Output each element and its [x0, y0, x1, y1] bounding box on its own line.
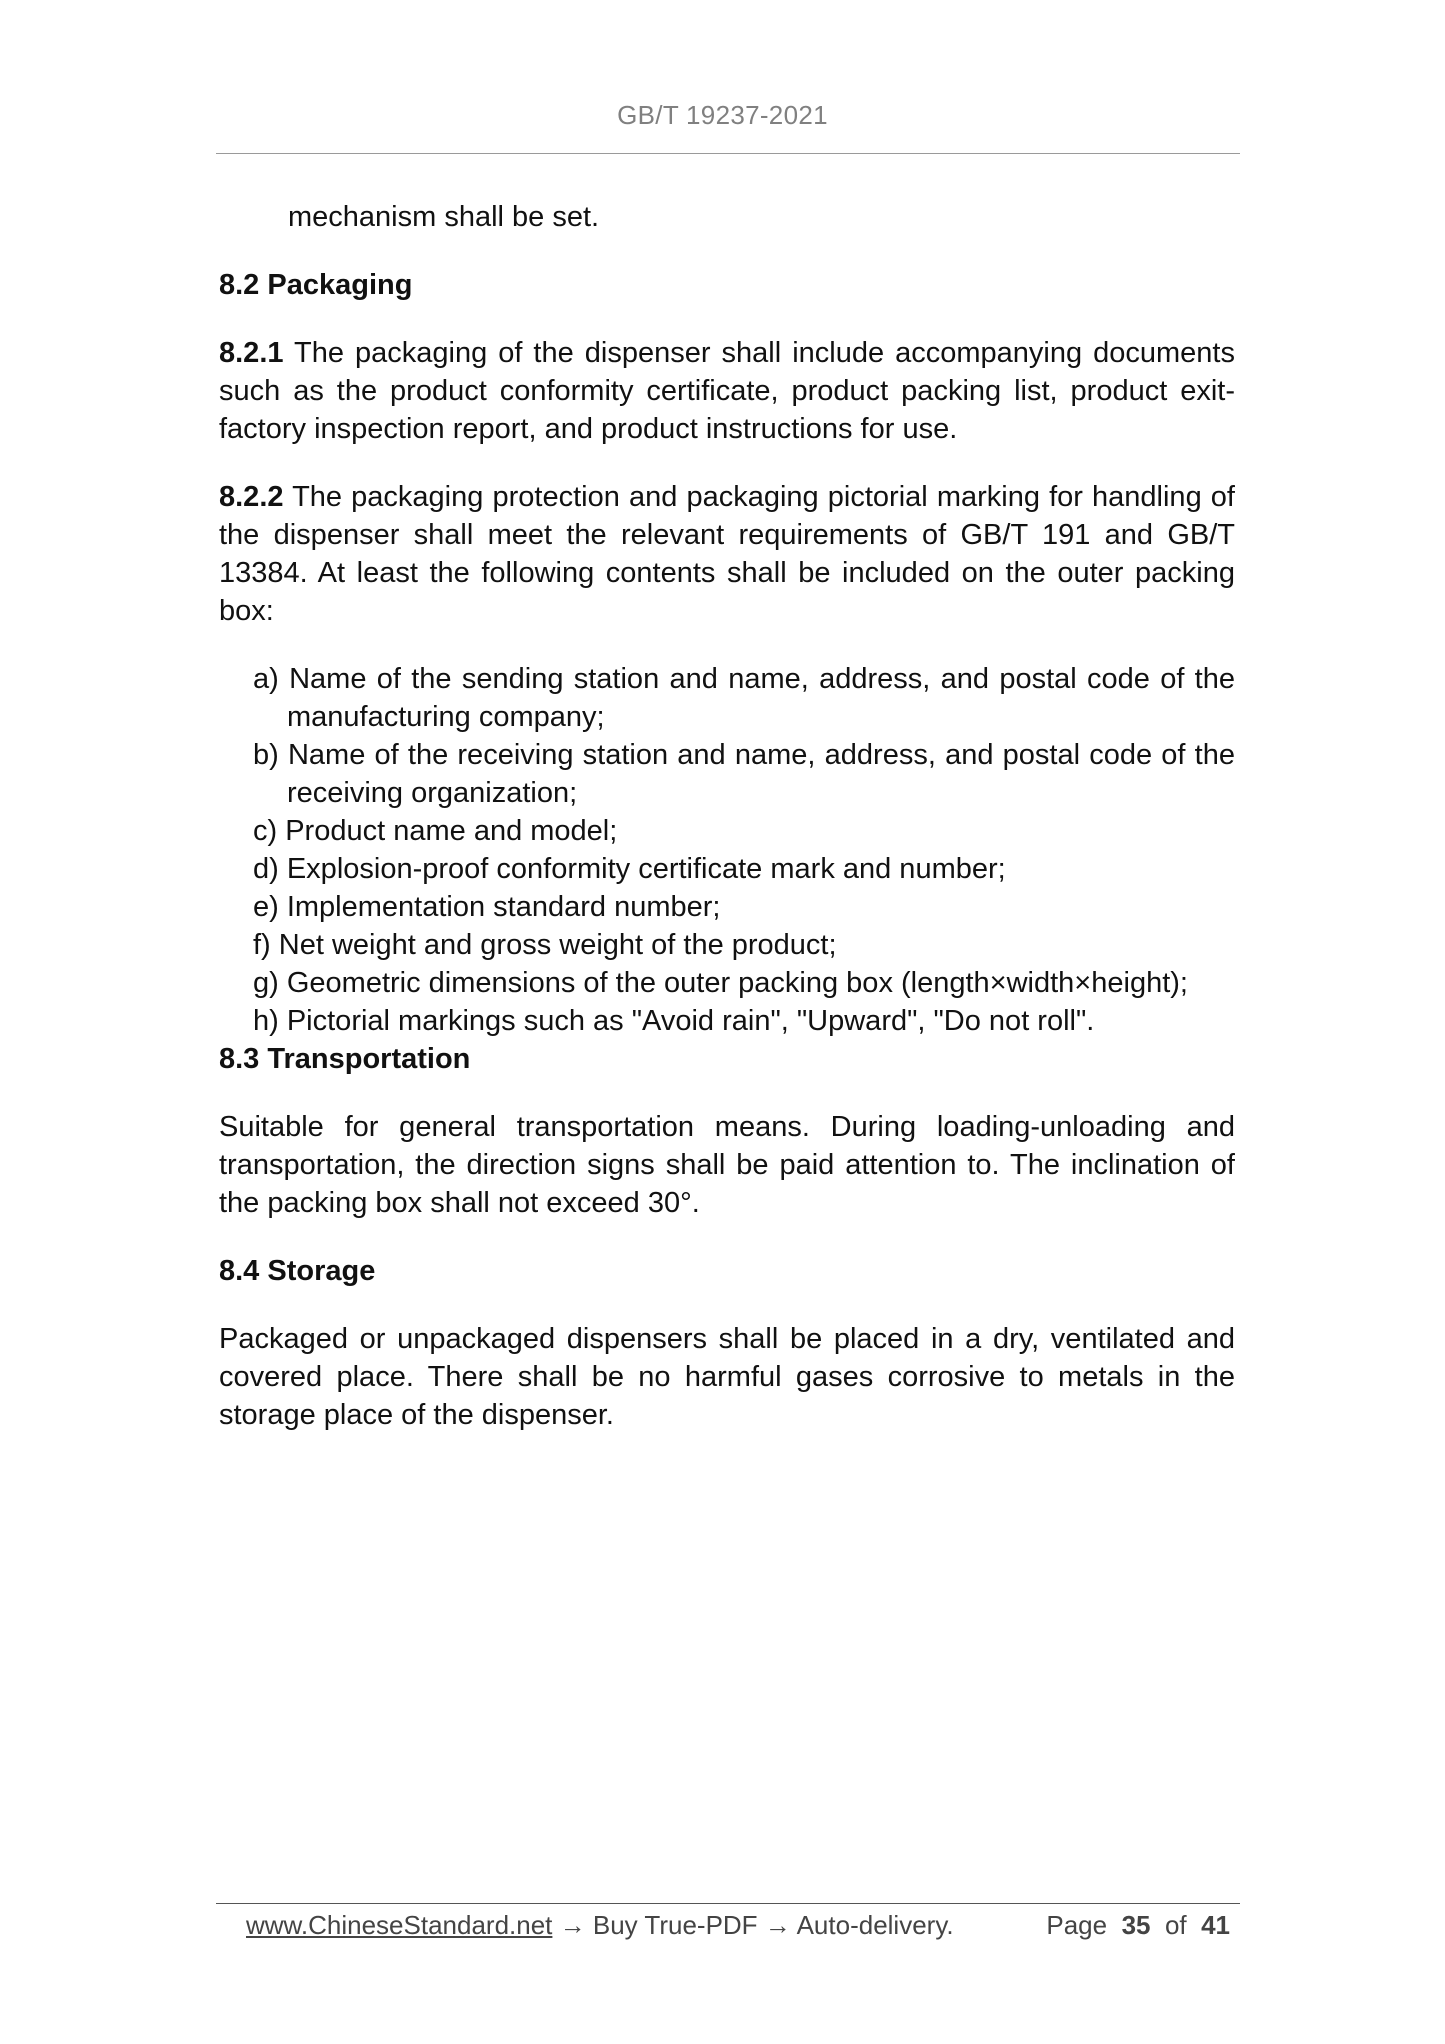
delivery-text: Auto-delivery. [796, 1910, 954, 1940]
list-item: b) Name of the receiving station and name, address, and postal code of the receiving organization; [253, 739, 1235, 809]
marking-list [219, 660, 1235, 1040]
of-label: of [1164, 1910, 1187, 1940]
list-item: f) Net weight and gross weight of the product; [253, 929, 837, 961]
continuation-text: mechanism shall be set. [288, 201, 600, 233]
clause-number: 8.2.1 [219, 337, 284, 369]
page-indicator [1046, 1905, 1230, 1945]
page-label: Page [1046, 1910, 1108, 1940]
list-item: c) Product name and model; [253, 815, 618, 847]
list-item: e) Implementation standard number; [253, 891, 721, 923]
buy-text: Buy True-PDF [592, 1910, 758, 1940]
list-item: a) Name of the sending station and name, address, and postal code of the manufacturing company; [253, 663, 1235, 733]
section-heading-8-3: 8.3 Transportation [219, 1043, 471, 1075]
storage-text: Packaged or unpackaged dispensers shall be placed in a dry, ventilated and covered place. There shall be no harmful gases corrosive to metals in the storage place of the dispenser. [219, 1323, 1235, 1431]
clause-8-2-2 [219, 478, 1235, 630]
arrow-icon: → [552, 1910, 593, 1940]
footer-promo [246, 1905, 954, 1945]
total-pages: 41 [1201, 1910, 1230, 1940]
arrow-icon: → [757, 1910, 797, 1940]
list-item: g) Geometric dimensions of the outer packing box (length×width×height); [253, 967, 1188, 999]
clause-8-2-1 [219, 334, 1235, 448]
header-divider [216, 153, 1240, 154]
footer-divider [216, 1903, 1240, 1904]
page-footer [246, 1905, 1236, 1945]
clause-text: The packaging of the dispenser shall include accompanying documents such as the product conformity certificate, product packing list, product exit-factory inspection report, and product instructions for use. [219, 337, 1235, 445]
transportation-text: Suitable for general transportation means. During loading-unloading and transportation, the direction signs shall be paid attention to. The inclination of the packing box shall not exceed 30°. [219, 1111, 1235, 1219]
current-page-number: 35 [1121, 1910, 1151, 1940]
section-heading-8-2: 8.2 Packaging [219, 269, 413, 301]
list-item: h) Pictorial markings such as "Avoid rain", "Upward", "Do not roll". [253, 1005, 1095, 1037]
website-link[interactable]: www.ChineseStandard.net [246, 1910, 553, 1940]
list-item: d) Explosion-proof conformity certificate mark and number; [253, 853, 1006, 885]
section-heading-8-4: 8.4 Storage [219, 1255, 376, 1287]
page-content [219, 198, 1235, 1464]
clause-number: 8.2.2 [219, 481, 284, 513]
clause-text: The packaging protection and packaging pictorial marking for handling of the dispenser shall meet the relevant requirements of GB/T 191 and GB/T 13384. At least the following contents shall be included on the outer packing box: [219, 481, 1235, 627]
document-header-title: GB/T 19237-2021 [617, 100, 828, 130]
